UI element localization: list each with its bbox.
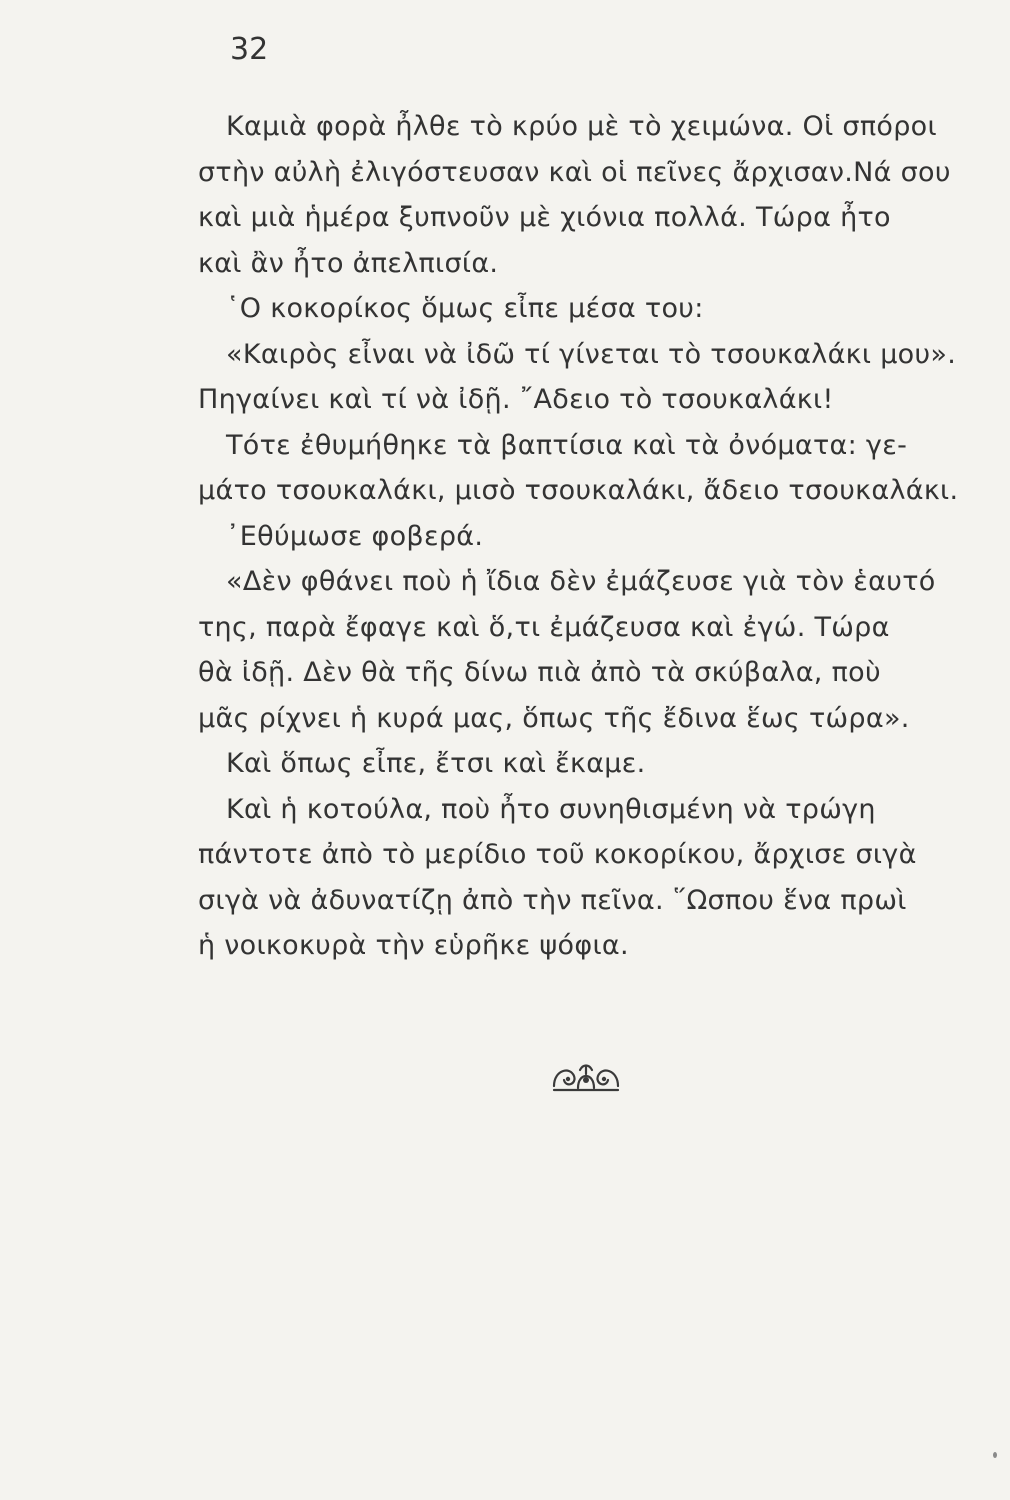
- story-text: [198, 104, 988, 969]
- text-line: θὰ ἰδῇ. Δὲν θὰ τῆς δίνω πιὰ ἀπὸ τὰ σκύβαλα, ποὺ: [198, 657, 881, 688]
- text-line: «Δὲν φθάνει ποὺ ἡ ἴδια δὲν ἐμάζευσε γιὰ τὸν ἑαυτό: [226, 566, 936, 597]
- text-line: Καμιὰ φορὰ ἦλθε τὸ κρύο μὲ τὸ χειμώνα. Οἱ σπόροι: [226, 111, 937, 142]
- text-line: καὶ ἂν ἦτο ἀπελπισία.: [198, 247, 499, 279]
- text-line: Πηγαίνει καὶ τί νὰ ἰδῇ. ῎Αδειο τὸ τσουκαλάκι!: [198, 384, 834, 415]
- text-line: ἡ νοικοκυρὰ τὴν εὑρῆκε ψόφια.: [198, 930, 629, 961]
- text-line: ᾿Εθύμωσε φοβερά.: [226, 520, 484, 552]
- paper-speck: [993, 1452, 997, 1458]
- text-line: στὴν αὐλὴ ἐλιγόστευσαν καὶ οἱ πεῖνες ἄρχισαν.Νά σου: [198, 156, 951, 188]
- text-line: πάντοτε ἀπὸ τὸ μερίδιο τοῦ κοκορίκου, ἄρχισε σιγὰ: [198, 839, 917, 870]
- text-line: σιγὰ νὰ ἀδυνατίζῃ ἀπὸ τὴν πεῖνα. ῞Ωσπου ἕνα πρωὶ: [198, 884, 907, 916]
- text-line: της, παρὰ ἔφαγε καὶ ὅ,τι ἐμάζευσα καὶ ἐγώ. Τώρα: [198, 611, 890, 643]
- text-line: «Καιρὸς εἶναι νὰ ἰδῶ τί γίνεται τὸ τσουκαλάκι μου».: [226, 338, 957, 370]
- text-line: μάτο τσουκαλάκι, μισὸ τσουκαλάκι, ἄδειο τσουκαλάκι.: [198, 475, 959, 506]
- text-line: Καὶ ἡ κοτούλα, ποὺ ἦτο συνηθισμένη νὰ τρώγη: [226, 793, 876, 825]
- page-number: 32: [230, 32, 269, 67]
- floral-ornament-icon: [550, 1060, 622, 1094]
- text-line: καὶ μιὰ ἡμέρα ξυπνοῦν μὲ χιόνια πολλά. Τώρα ἦτο: [198, 202, 891, 233]
- text-line: Καὶ ὅπως εἶπε, ἔτσι καὶ ἔκαμε.: [226, 748, 646, 779]
- text-line: Τότε ἐθυμήθηκε τὰ βαπτίσια καὶ τὰ ὀνόματα: γε-: [226, 429, 908, 461]
- text-line: μᾶς ρίχνει ἡ κυρά μας, ὅπως τῆς ἔδινα ἕως τώρα».: [198, 702, 910, 734]
- text-line: ῾Ο κοκορίκος ὅμως εἶπε μέσα του:: [226, 293, 704, 324]
